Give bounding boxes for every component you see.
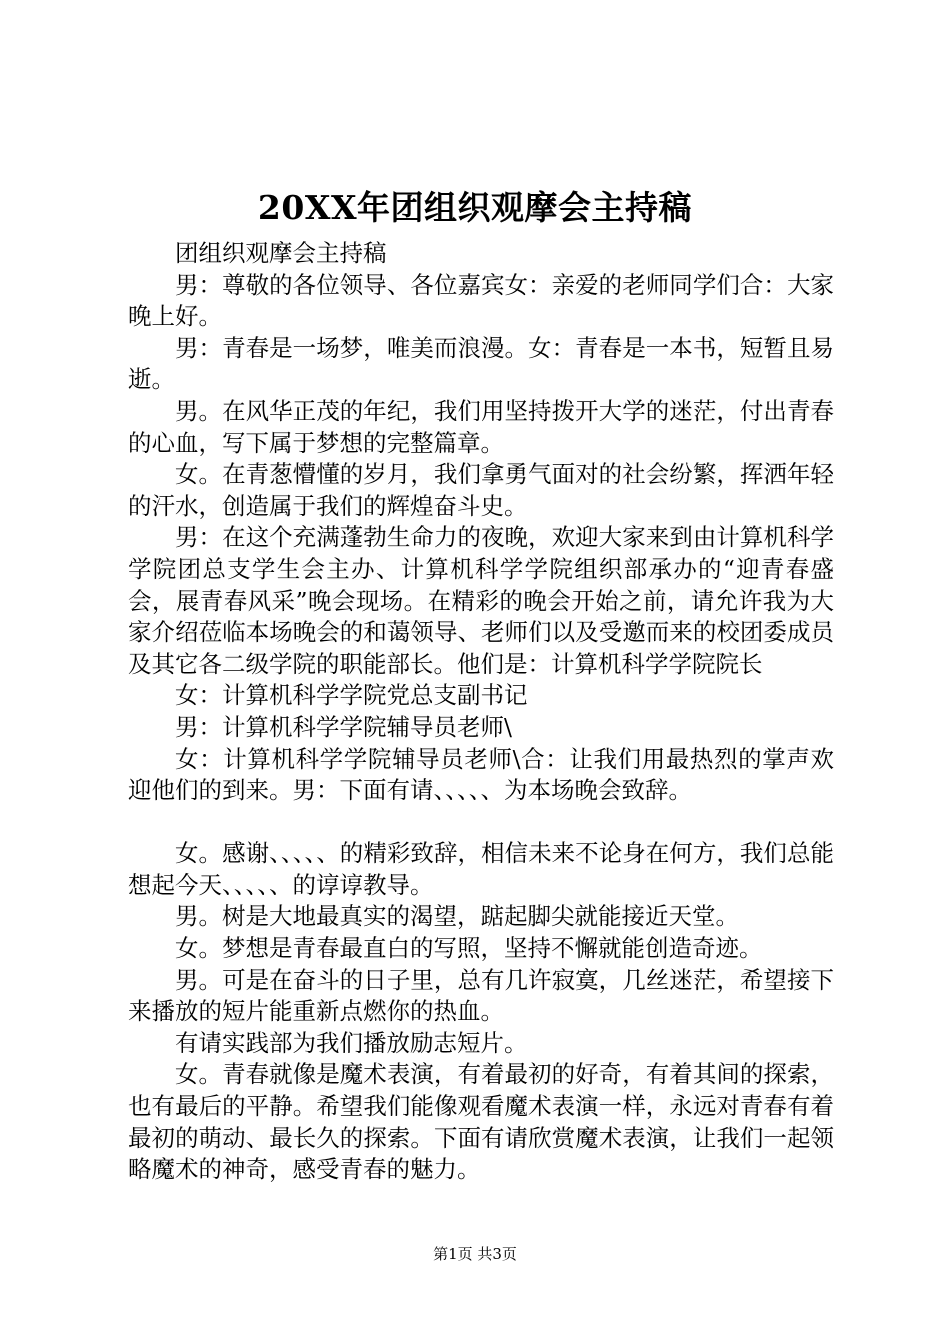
document-title: 20XX年团组织观摩会主持稿 — [257, 188, 693, 227]
paragraph: 女。梦想是青春最直白的写照，坚持不懈就能创造奇迹。 — [175, 934, 763, 963]
paragraph: 男。树是大地最真实的渴望，踮起脚尖就能接近天堂。 — [175, 902, 739, 931]
paragraph: 男。可是在奋斗的日子里，总有几许寂寞，几丝迷茫，希望接下来播放的短片能重新点燃你的热血。 — [128, 965, 834, 1026]
paragraph: 男：青春是一场梦，唯美而浪漫。女：青春是一本书，短暂且易逝。 — [128, 333, 834, 394]
paragraph: 有请实践部为我们播放励志短片。 — [175, 1028, 528, 1057]
paragraph: 女。感谢、、、、、的精彩致辞，相信未来不论身在何方，我们总能想起今天、、、、、的谆谆教导。 — [128, 839, 834, 899]
paragraph: 女：计算机科学学院辅导员老师\合：让我们用最热烈的掌声欢迎他们的到来。男：下面有请、、、、、为本场晚会致辞。 — [128, 744, 834, 805]
document-body — [128, 238, 834, 1186]
paragraph: 男：尊敬的各位领导、各位嘉宾女：亲爱的老师同学们合：大家晚上好。 — [128, 270, 834, 331]
paragraph: 男。在风华正茂的年纪，我们用坚持拨开大学的迷茫，付出青春的心血，写下属于梦想的完整篇章。 — [128, 396, 834, 457]
blank-line — [128, 807, 834, 839]
paragraph: 女：计算机科学学院党总支副书记 — [175, 681, 528, 710]
page-footer: 第1页 共3页 — [433, 1245, 517, 1263]
paragraph: 男：计算机科学学院辅导员老师\ — [175, 712, 512, 741]
paragraph: 女。青春就像是魔术表演，有着最初的好奇，有着其间的探索，也有最后的平静。希望我们能像观看魔术表演一样，永远对青春有着最初的萌动、最长久的探索。下面有请欣赏魔术表演，让我们一起领略魔术的神奇，感受青春的魅力。 — [128, 1060, 834, 1184]
paragraph: 女。在青葱懵懂的岁月，我们拿勇气面对的社会纷繁，挥洒年轻的汗水，创造属于我们的辉煌奋斗史。 — [128, 460, 834, 520]
paragraph: 男：在这个充满蓬勃生命力的夜晚，欢迎大家来到由计算机科学学院团总支学生会主办、计算机科学学院组织部承办的“迎青春盛会，展青春风采”晚会现场。在精彩的晚会开始之前，请允许我为大家介绍莅临本场晚会的和蔼领导、老师们以及受邀而来的校团委成员及其它各二级学院的职能部长。他们是：计算机科学学院院长 — [128, 523, 834, 678]
paragraph: 团组织观摩会主持稿 — [175, 239, 387, 267]
